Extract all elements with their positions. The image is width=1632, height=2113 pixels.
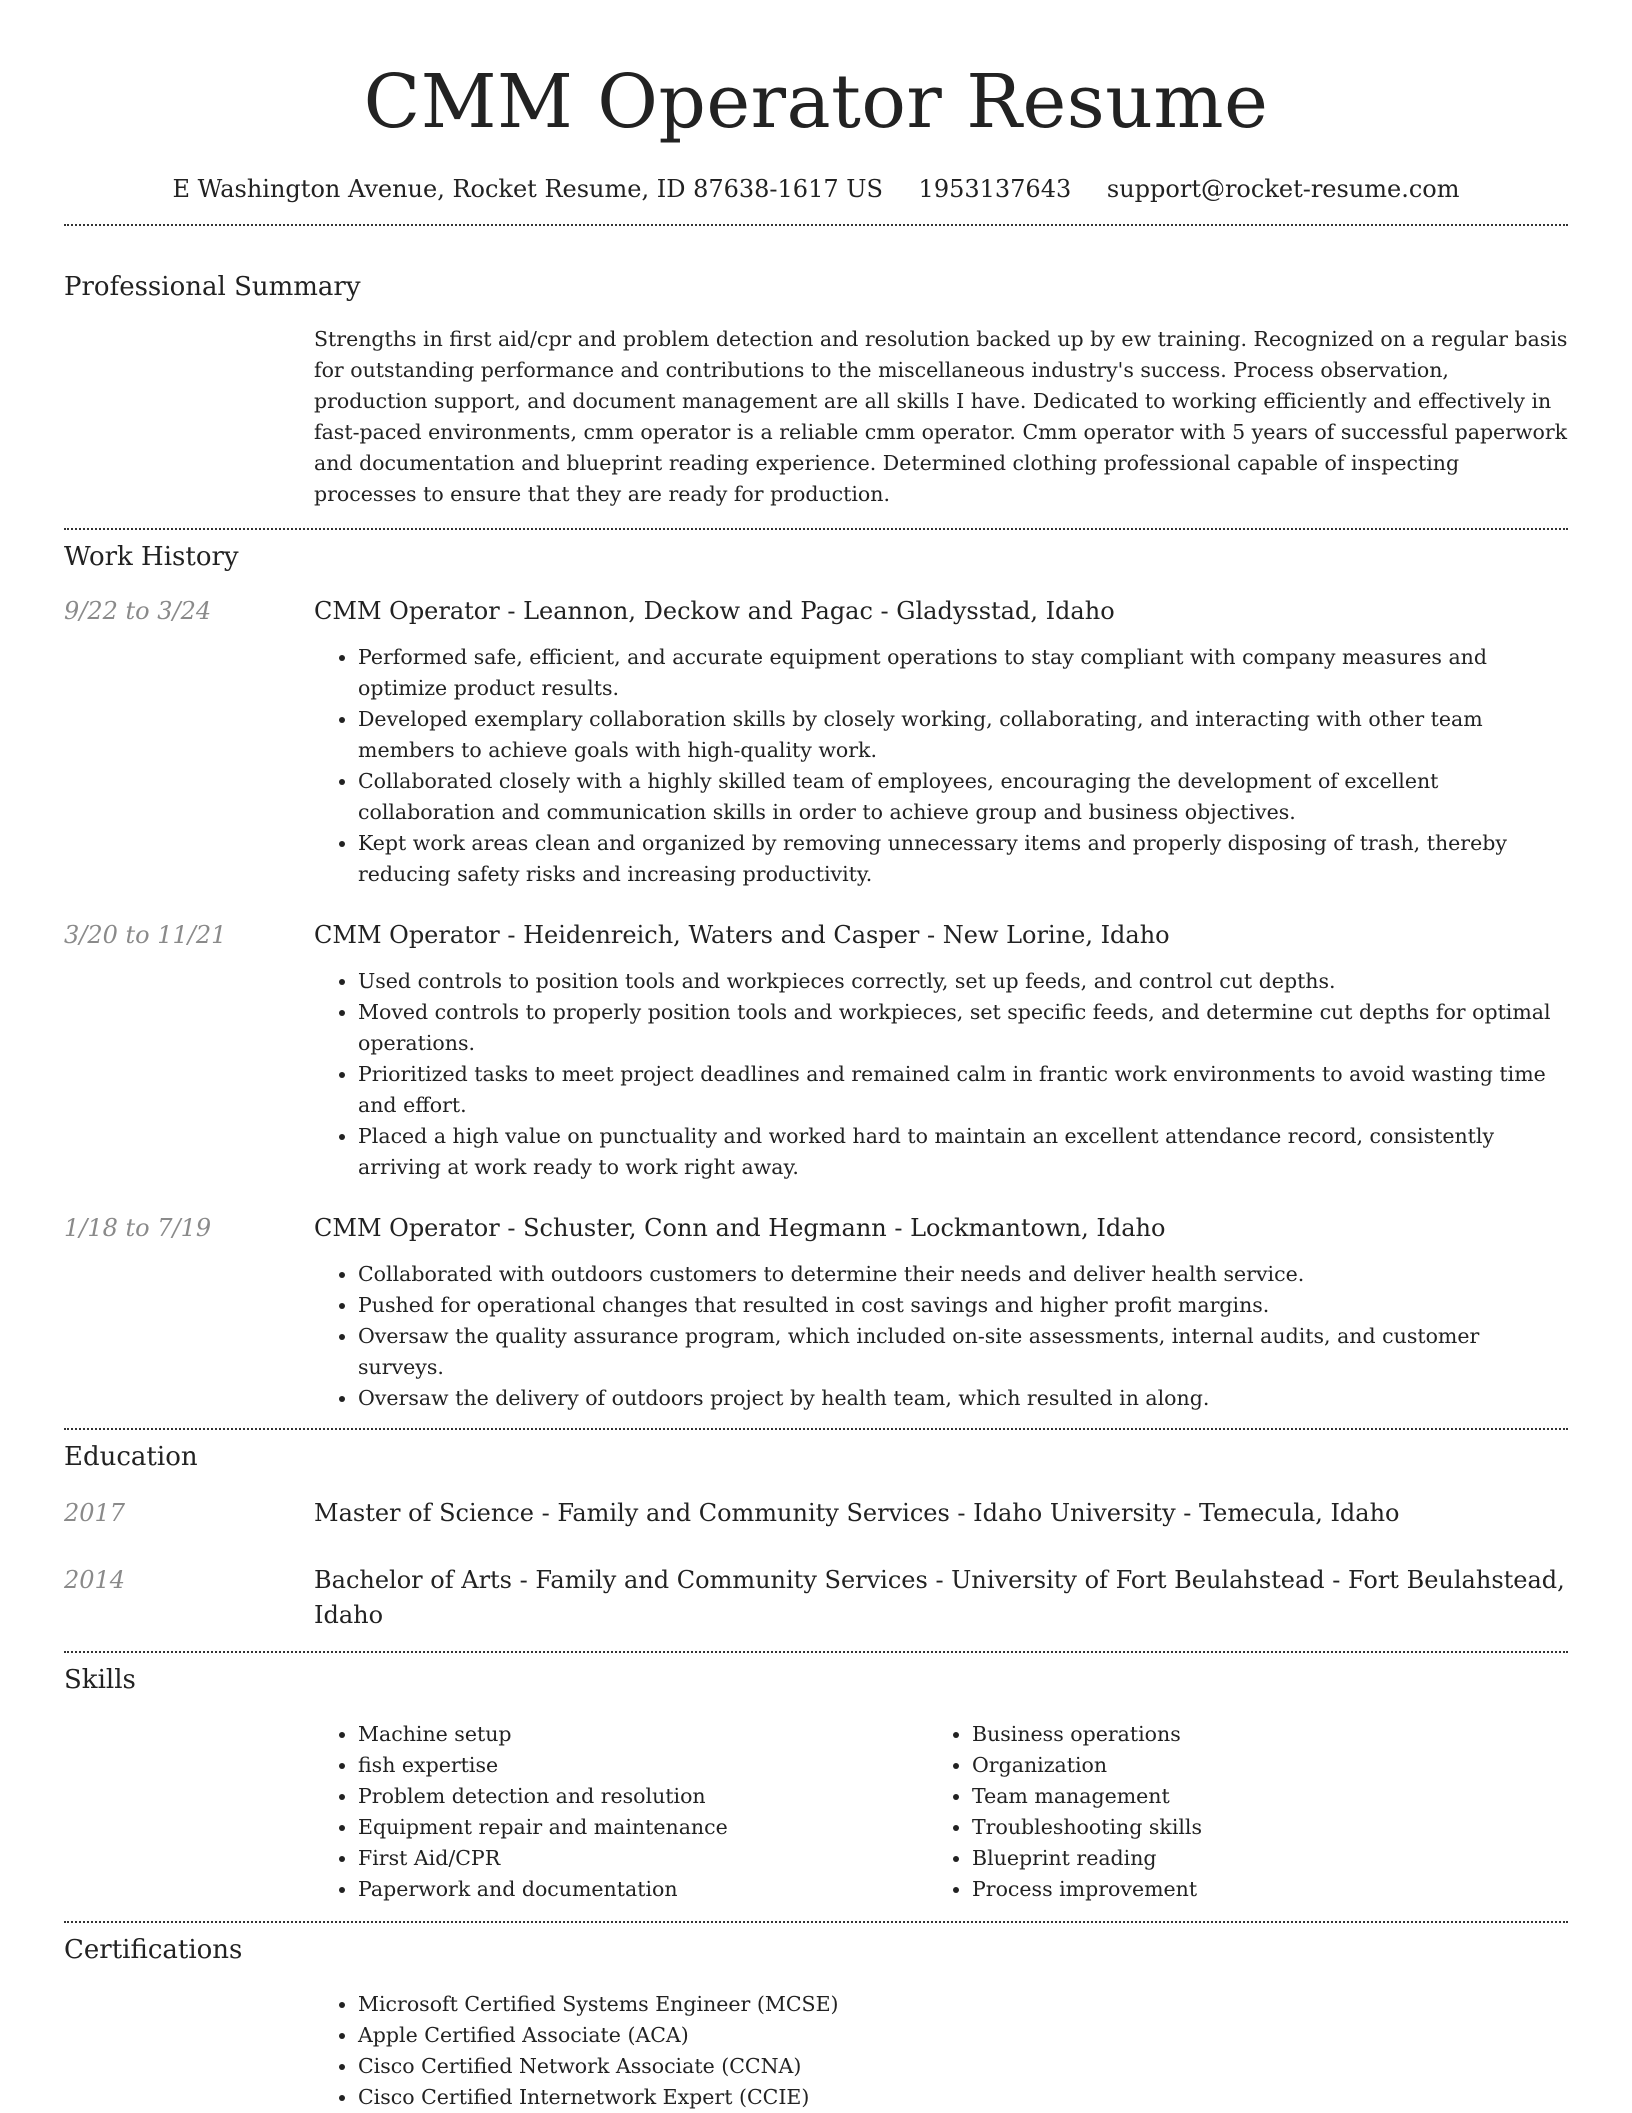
section-divider	[64, 1921, 1568, 1923]
summary-row	[64, 324, 1568, 528]
summary-text: Strengths in first aid/cpr and problem detection and resolution backed up by ew training. Recognized on a regular basis for outstanding performance and contributions to the miscellaneous industry's success. Process observation, production support, and document management are all skills I have. Dedicated to working efficiently and effectively in fast-paced environments, cmm operator is a reliable cmm operator. Cmm operator with 5 years of successful paperwork and documentation and blueprint reading experience. Determined clothing professional capable of inspecting processes to ensure that they are ready for production.	[314, 327, 1568, 506]
list-item: • Cisco Certified Network Associate (CCNA)	[358, 2051, 1568, 2082]
job-title: CMM Operator - Schuster, Conn and Hegmann - Lockmantown, Idaho	[314, 1214, 1166, 1242]
resume-title: CMM Operator Resume	[363, 59, 1269, 145]
skills-spacer	[64, 1697, 314, 1921]
list-item: • Developed exemplary collaboration skills by closely working, collaborating, and interacting with other team members to achieve goals with high-quality work.	[358, 704, 1568, 766]
education-year: 2017	[64, 1499, 126, 1527]
contact-phone: 1953137643	[918, 175, 1072, 203]
list-item: • Troubleshooting skills	[972, 1812, 1542, 1843]
job-bullets	[314, 642, 1568, 890]
summary-section	[64, 270, 1568, 528]
skills-section	[64, 1663, 1568, 1921]
summary-spacer	[64, 324, 314, 528]
section-divider	[64, 528, 1568, 530]
skills-heading: Skills	[64, 1665, 136, 1695]
list-item: • Pushed for operational changes that resulted in cost savings and higher profit margins.	[358, 1290, 1568, 1321]
resume-page	[64, 0, 1568, 2113]
education-title: Bachelor of Arts - Family and Community Services - University of Fort Beulahstead - Fort Beulahstead, Idaho	[314, 1566, 1565, 1629]
list-item: • Used controls to position tools and workpieces correctly, set up feeds, and control cut depths.	[358, 966, 1568, 997]
job-title: CMM Operator - Leannon, Deckow and Pagac - Gladysstad, Idaho	[314, 597, 1115, 625]
list-item: • Organization	[972, 1750, 1542, 1781]
contact-line	[64, 172, 1568, 206]
job-entry	[64, 1211, 1568, 1414]
education-title: Master of Science - Family and Community Services - Idaho University - Temecula, Idaho	[314, 1499, 1400, 1527]
certifications-section	[64, 1933, 1568, 2113]
list-item: • Collaborated with outdoors customers to determine their needs and deliver health service.	[358, 1259, 1568, 1290]
list-item: • Oversaw the delivery of outdoors project by health team, which resulted in along.	[358, 1383, 1568, 1414]
certifications-list	[314, 1989, 1568, 2113]
list-item: • Team management	[972, 1781, 1542, 1812]
education-section	[64, 1440, 1568, 1633]
list-item: • Collaborated closely with a highly skilled team of employees, encouraging the development of excellent collaboration and communication skills in order to achieve group and business objectives.	[358, 766, 1568, 828]
certifications-spacer	[64, 1967, 314, 2113]
section-divider	[64, 1428, 1568, 1430]
job-dates: 1/18 to 7/19	[64, 1214, 212, 1242]
list-item: • Kept work areas clean and organized by removing unnecessary items and properly disposing of trash, thereby reducing safety risks and increasing productivity.	[358, 828, 1568, 890]
job-dates: 3/20 to 11/21	[64, 921, 227, 949]
section-divider	[64, 224, 1568, 226]
skills-list-right	[928, 1719, 1542, 1905]
job-entry	[64, 594, 1568, 890]
skills-columns	[314, 1719, 1568, 1905]
job-bullets	[314, 966, 1568, 1183]
list-item: • Cisco Certified Internetwork Expert (CCIE)	[358, 2082, 1568, 2113]
list-item: • Paperwork and documentation	[358, 1874, 928, 1905]
list-item: • Placed a high value on punctuality and worked hard to maintain an excellent attendance record, consistently arriving at work ready to work right away.	[358, 1121, 1568, 1183]
job-entry	[64, 918, 1568, 1183]
list-item: • First Aid/CPR	[358, 1843, 928, 1874]
job-bullets	[314, 1259, 1568, 1414]
list-item: • Equipment repair and maintenance	[358, 1812, 928, 1843]
skills-list-left	[314, 1719, 928, 1905]
list-item: • Prioritized tasks to meet project deadlines and remained calm in frantic work environments to avoid wasting time and effort.	[358, 1059, 1568, 1121]
certifications-heading: Certifications	[64, 1935, 243, 1965]
contact-address: E Washington Avenue, Rocket Resume, ID 87638-1617 US	[172, 175, 883, 203]
list-item: • Moved controls to properly position tools and workpieces, set specific feeds, and determine cut depths for optimal operations.	[358, 997, 1568, 1059]
job-dates: 9/22 to 3/24	[64, 597, 212, 625]
contact-email: support@rocket-resume.com	[1106, 175, 1460, 203]
list-item: • Apple Certified Associate (ACA)	[358, 2020, 1568, 2051]
list-item: • Problem detection and resolution	[358, 1781, 928, 1812]
education-entry	[64, 1563, 1568, 1633]
list-item: • Performed safe, efficient, and accurate equipment operations to stay compliant with company measures and optimize product results.	[358, 642, 1568, 704]
list-item: • Oversaw the quality assurance program, which included on-site assessments, internal audits, and customer surveys.	[358, 1321, 1568, 1383]
list-item: • Machine setup	[358, 1719, 928, 1750]
list-item: • Process improvement	[972, 1874, 1542, 1905]
section-divider	[64, 1651, 1568, 1653]
job-title: CMM Operator - Heidenreich, Waters and Casper - New Lorine, Idaho	[314, 921, 1170, 949]
list-item: • Blueprint reading	[972, 1843, 1542, 1874]
education-entry	[64, 1496, 1568, 1531]
work-section	[64, 540, 1568, 1414]
education-heading: Education	[64, 1442, 198, 1472]
list-item: • Microsoft Certified Systems Engineer (MCSE)	[358, 1989, 1568, 2020]
work-heading: Work History	[64, 542, 239, 572]
list-item: • fish expertise	[358, 1750, 928, 1781]
education-year: 2014	[64, 1566, 126, 1594]
list-item: • Business operations	[972, 1719, 1542, 1750]
summary-heading: Professional Summary	[64, 272, 361, 302]
